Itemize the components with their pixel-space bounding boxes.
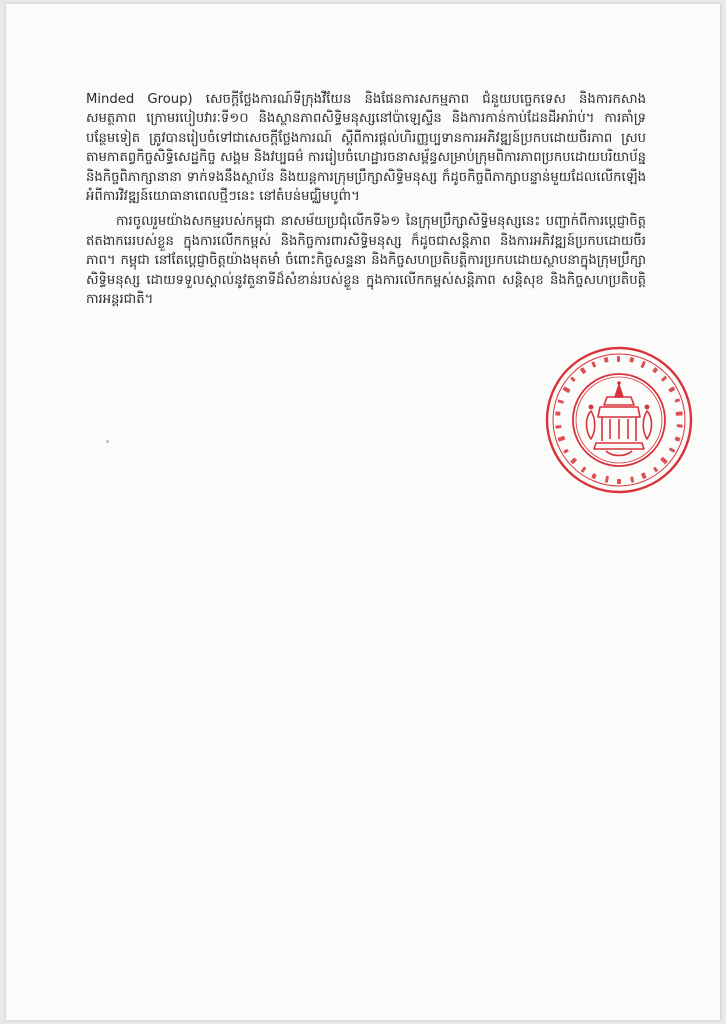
paragraph-1: Minded Group) សេចក្តីថ្លែងការណ៍ទីក្រុងវីយែន និងផែនការសកម្មភាព ជំនួយបច្ចេកទេស និងការកសាងសមត្ថភាព ក្រោមរបៀបវារៈទី១០ និងស្ថានភាពសិទ្ធិមនុស្សនៅប៉ាឡេស្ទីន និងការកាន់កាប់ដែនដីអារ៉ាប់។ ការគាំទ្របន្ថែមទៀត ត្រូវបានរៀបចំទៅជាសេចក្តីថ្លែងការណ៍ ស្តីពីការផ្តល់ហិរញ្ញប្បទានការអភិវឌ្ឍន៍ប្រកបដោយចីរភាព ស្របតាមកាតព្វកិច្ចសិទ្ធិសេដ្ឋកិច្ច សង្គម និងវប្បធម៌ ការរៀបចំហេដ្ឋារចនាសម្ព័ន្ធសម្រាប់ក្រុមពិការភាពប្រកបដោយបរិយាប័ន្ន និងកិច្ចពិភាក្សានានា ទាក់ទងនឹងស្ថាប័ន និងយន្តការក្រុមប្រឹក្សាសិទ្ធិមនុស្ស ក៏ដូចកិច្ចពិភាក្សាបន្ទាន់មួយដែលលើកឡើងអំពីការវិវឌ្ឍន៍យោធានាពេលថ្មីៗនេះ នៅតំបន់មជ្ឈិមបូព៌ា។ [86, 92, 646, 205]
official-seal-icon [544, 345, 694, 495]
paper-speck [106, 440, 109, 443]
paragraph-2: ការចូលរួមយ៉ាងសកម្មរបស់កម្ពុជា នាសម័យប្រជុំលើកទី៦១ នៃក្រុមប្រឹក្សាសិទ្ធិមនុស្សនេះ បញ្ជាក់ពីការប្តេជ្ញាចិត្តឥតងាករេរបស់ខ្លួន ក្នុងការលើកកម្ពស់ និងកិច្ចការពារសិទ្ធិមនុស្ស ក៏ដូចជាសន្តិភាព និងការអភិវឌ្ឍន៍ប្រកបដោយចីរភាព។ កម្ពុជា នៅតែប្តេជ្ញាចិត្តយ៉ាងមុតមាំ ចំពោះកិច្ចសន្ទនា និងកិច្ចសហប្រតិបត្តិការប្រកបដោយស្ថាបនាក្នុងក្រុមប្រឹក្សាសិទ្ធិមនុស្ស ដោយទទួលស្គាល់នូវតួនាទីដ៏សំខាន់របស់ខ្លួន ក្នុងការលើកកម្ពស់សន្តិភាព សន្តិសុខ និងកិច្ចសហប្រតិបត្តិការអន្តរជាតិ។ [86, 214, 646, 308]
document-body [86, 90, 646, 311]
document-page [6, 4, 720, 1020]
